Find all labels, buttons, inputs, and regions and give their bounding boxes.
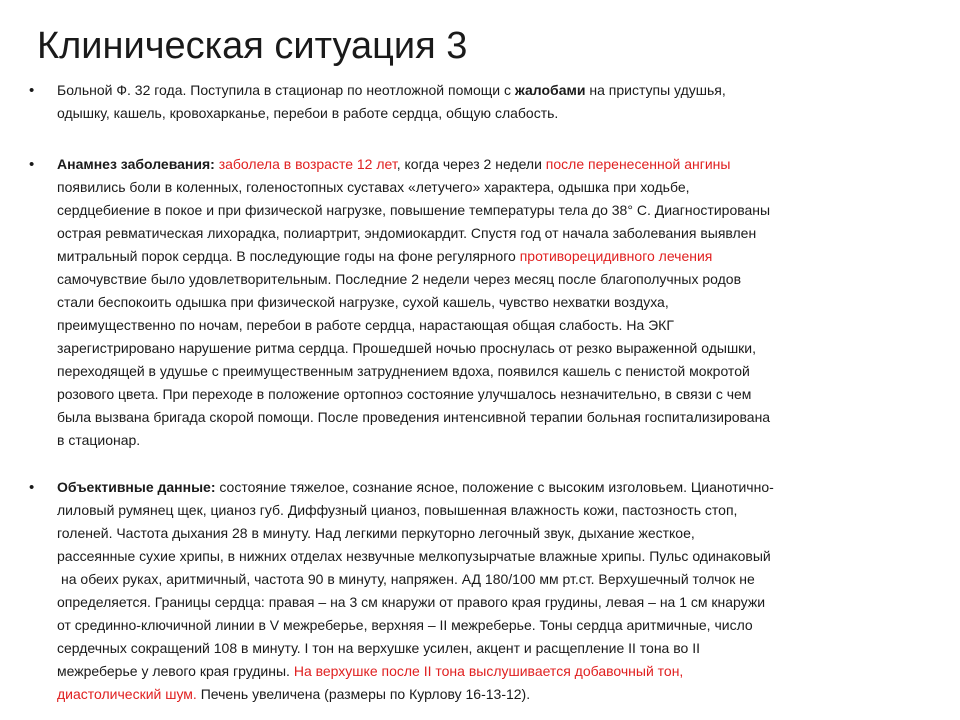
objective-line-9-start: межреберье у левого края грудины. <box>57 663 294 679</box>
objective-line-3: голеней. Частота дыхания 28 в минуту. Над легкими перкуторно легочный звук, дыхание жесткое, <box>57 525 695 541</box>
anamnesis-mid: , когда через 2 недели <box>396 156 546 172</box>
objective-line-10-rest: Печень увеличена (размеры по Курлову 16-13-12). <box>196 686 531 702</box>
anamnesis-paragraph <box>57 153 937 452</box>
objective-red-murmur: диастолический шум. <box>57 686 197 702</box>
anamnesis-line-2: появились боли в коленных, голеностопных суставах «летучего» характера, одышка при ходьбе, <box>57 179 690 195</box>
objective-line-1-rest: состояние тяжелое, сознание ясное, положение с высоким изголовьем. Цианотично- <box>215 479 774 495</box>
anamnesis-line-9: зарегистрировано нарушение ритма сердца. Прошедшей ночью проснулась от резко выраженной одышки, <box>57 340 757 356</box>
slide-title: Клиническая ситуация 3 <box>37 25 468 67</box>
objective-line-6: определяется. Границы сердца: правая – на 3 см кнаружи от правого края грудины, левая – на 1 см кнаружи <box>57 594 766 610</box>
anamnesis-red-onset: заболела в возрасте 12 лет <box>218 156 397 172</box>
anamnesis-line-13: в стационар. <box>57 432 141 448</box>
anamnesis-line-6: самочувствие было удовлетворительным. Последние 2 недели через месяц после благополучных родов <box>57 271 742 287</box>
bullet-objective: • <box>29 479 35 496</box>
anamnesis-label: Анамнез заболевания: <box>57 156 215 172</box>
anamnesis-line-5-start: митральный порок сердца. В последующие годы на фоне регулярного <box>57 248 520 264</box>
anamnesis-line-4: острая ревматическая лихорадка, полиартрит, эндомиокардит. Спустя год от начала заболевания выявлен <box>57 225 757 241</box>
anamnesis-line-10: переходящей в удушье с преимущественным затруднением вдоха, появился кашель с пенистой мокротой <box>57 363 750 379</box>
anamnesis-red-angina: после перенесенной ангины <box>545 156 731 172</box>
bullet-anamnesis: • <box>29 156 35 173</box>
objective-line-2: лиловый румянец щек, цианоз губ. Диффузный цианоз, повышенная влажность кожи, пастозность стоп, <box>57 502 738 518</box>
complaints-after-bold: на приступы удушья, <box>585 82 726 98</box>
objective-line-9 <box>57 660 937 683</box>
objective-line-7: от срединно-ключичной линии в V межреберье, верхняя – II межреберье. Тоны сердца аритмичные, число <box>57 617 753 633</box>
complaints-line-1 <box>57 79 937 102</box>
objective-line-4: рассеянные сухие хрипы, в нижних отделах незвучные мелкопузырчатые влажные хрипы. Пульс одинаковый <box>57 548 771 564</box>
anamnesis-line-1 <box>57 153 937 176</box>
complaints-line-2: одышку, кашель, кровохарканье, перебои в работе сердца, общую слабость. <box>57 105 559 121</box>
anamnesis-line-3: сердцебиение в покое и при физической нагрузке, повышение температуры тела до 38° С. Диагностированы <box>57 202 771 218</box>
anamnesis-line-11: розового цвета. При переходе в положение ортопноэ состояние улучшалось незначительно, в связи с чем <box>57 386 752 402</box>
complaints-intro: Больной Ф. 32 года. Поступила в стационар по неотложной помощи с <box>57 82 515 98</box>
objective-line-5: на обеих руках, аритмичный, частота 90 в минуту, напряжен. АД 180/100 мм рт.ст. Верхушечный толчок не <box>61 571 755 587</box>
anamnesis-red-therapy: противорецидивного лечения <box>519 248 713 264</box>
objective-paragraph <box>57 476 937 706</box>
objective-line-10 <box>57 683 937 706</box>
complaints-bold-word: жалобами <box>514 82 586 98</box>
objective-line-8: сердечных сокращений 108 в минуту. I тон на верхушке усилен, акцент и расщепление II тона во II <box>57 640 700 656</box>
objective-label: Объективные данные: <box>57 479 216 495</box>
anamnesis-line-8: преимущественно по ночам, перебои в работе сердца, нарастающая общая слабость. На ЭКГ <box>57 317 674 333</box>
bullet-complaints: • <box>29 82 35 99</box>
anamnesis-line-12: была вызвана бригада скорой помощи. После проведения интенсивной терапии больная госпитализирована <box>57 409 771 425</box>
anamnesis-line-5 <box>57 245 937 268</box>
objective-red-tone: На верхушке после II тона выслушивается добавочный тон, <box>293 663 684 679</box>
anamnesis-line-7: стали беспокоить одышка при физической нагрузке, сухой кашель, чувство нехватки воздуха, <box>57 294 669 310</box>
objective-line-1 <box>57 476 937 499</box>
complaints-paragraph <box>57 79 937 125</box>
